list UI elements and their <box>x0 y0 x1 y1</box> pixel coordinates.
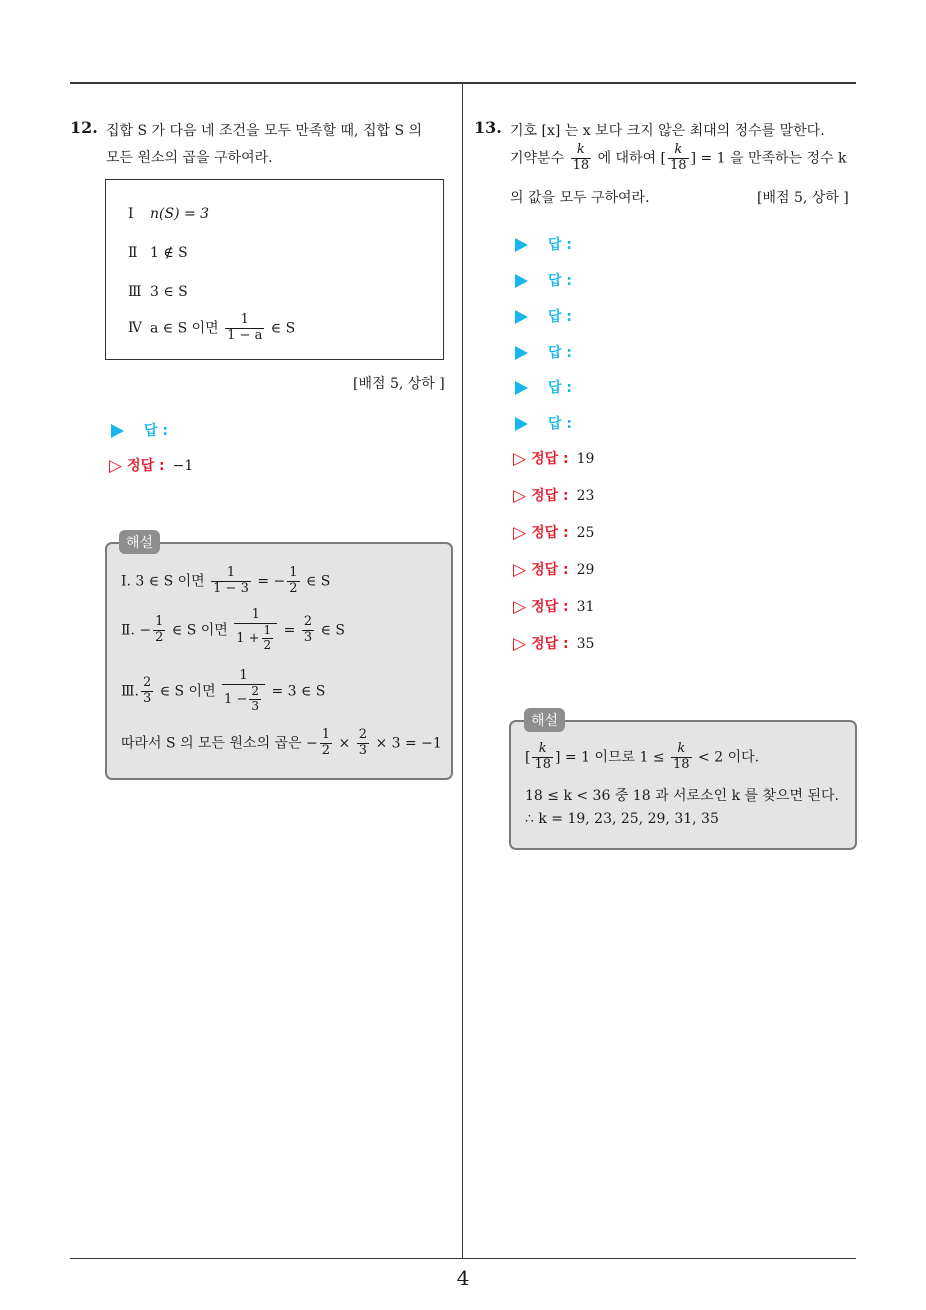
column-divider <box>462 83 463 1259</box>
fraction-numerator: 2 <box>142 674 152 690</box>
answer-label: 답 : <box>548 345 572 361</box>
correct-arrow-icon: ▷ <box>513 449 527 469</box>
expl-text: = 3 ∈ S <box>271 683 326 700</box>
fraction <box>571 143 592 174</box>
fraction-numerator: k <box>576 142 585 157</box>
answer-label: 답 : <box>548 309 572 325</box>
expl-text: = <box>283 622 296 639</box>
correct-value: 19 <box>576 451 595 467</box>
fraction-numerator: 2 <box>251 683 259 698</box>
fraction <box>302 615 314 646</box>
problem-13-answer-row-6 <box>515 413 572 433</box>
explanation-12-line4 <box>121 728 442 759</box>
problem-12-score: [배점 5, 상하 ] <box>353 376 445 392</box>
expl-text: [ <box>525 749 531 766</box>
fraction-denominator: 2 <box>263 637 272 652</box>
fraction-denominator: 18 <box>572 157 590 173</box>
expl-text: ∈ S <box>320 622 345 639</box>
text: ] = 1 을 만족하는 정수 k <box>690 150 847 167</box>
problem-13-correct-row-1 <box>513 448 594 469</box>
correct-arrow-icon: ▷ <box>109 456 123 476</box>
problem-13-answer-row-5 <box>515 377 572 397</box>
fraction-numerator: 1 <box>226 565 236 580</box>
fraction-denominator: 2 <box>321 742 331 758</box>
fraction-denominator: 18 <box>673 756 690 772</box>
fraction-denominator: 1 − a <box>227 327 263 343</box>
problem-12-text-line1: 집합 S 가 다음 네 조건을 모두 만족할 때, 집합 S 의 <box>106 123 423 139</box>
fraction <box>320 728 332 759</box>
expl-text: ∈ S 이면 <box>171 622 228 639</box>
compound-fraction <box>234 608 277 653</box>
fraction-denominator: 1 − 3 <box>213 580 249 596</box>
answer-arrow-icon <box>515 238 528 252</box>
fraction-denominator <box>234 623 277 653</box>
correct-arrow-icon: ▷ <box>513 523 527 543</box>
problem-12-answer-row <box>111 420 168 440</box>
explanation-box-13 <box>509 720 857 850</box>
correct-value: 35 <box>576 636 595 652</box>
fraction-numerator: k <box>674 142 683 157</box>
problem-13-text-line3: 의 값을 모두 구하여라. <box>510 190 650 206</box>
condition-2-numeral: Ⅱ <box>128 245 138 261</box>
fraction-numerator: 1 <box>239 668 248 683</box>
problem-13-number: 13. <box>474 118 502 137</box>
explanation-12-line1 <box>121 566 330 597</box>
problem-12-correct-row <box>109 455 193 476</box>
answer-arrow-icon <box>111 424 124 438</box>
answer-arrow-icon <box>515 381 528 395</box>
compound-fraction <box>222 669 265 714</box>
correct-label: 정답 : <box>531 636 569 652</box>
condition-4-fraction <box>225 313 264 344</box>
explanation-tab-12: 해설 <box>119 530 160 554</box>
condition-3-numeral: Ⅲ <box>128 284 142 300</box>
fraction <box>668 143 689 174</box>
explanation-13-line2: 18 ≤ k < 36 중 18 과 서로소인 k 를 찾으면 된다. <box>525 788 840 804</box>
answer-label: 답 : <box>548 380 572 396</box>
condition-1-numeral: Ⅰ <box>128 206 134 222</box>
fraction <box>141 676 153 707</box>
fraction-numerator: 1 <box>263 622 272 637</box>
problem-13-answer-row-2 <box>515 270 572 290</box>
fraction-numerator: 2 <box>303 613 313 629</box>
expl-text: × <box>338 735 351 752</box>
fraction-denominator: 18 <box>670 157 687 173</box>
fraction-numerator: 1 <box>251 607 260 622</box>
correct-arrow-icon: ▷ <box>513 486 527 506</box>
correct-value: 25 <box>576 525 595 541</box>
explanation-13-line1 <box>525 742 759 773</box>
expl-text: ∈ S <box>305 573 331 590</box>
answer-arrow-icon <box>515 346 528 360</box>
expl-text: × 3 = −1 <box>375 735 442 752</box>
correct-value: 23 <box>576 488 595 504</box>
answer-arrow-icon <box>515 417 528 431</box>
fraction-numerator: 1 <box>240 312 249 327</box>
condition-2-text: 1 ∉ S <box>150 245 188 261</box>
explanation-12-line3 <box>121 669 325 714</box>
problem-13-answer-row-1 <box>515 234 572 254</box>
fraction <box>211 566 251 597</box>
answer-label: 답 : <box>548 416 572 432</box>
explanation-13-line3: ∴ k = 19, 23, 25, 29, 31, 35 <box>525 811 719 827</box>
correct-label: 정답 : <box>531 488 569 504</box>
correct-label: 정답 : <box>531 562 569 578</box>
explanation-tab-13: 해설 <box>524 708 565 732</box>
fraction-denominator: 2 <box>289 580 298 596</box>
expl-text: 1 + <box>236 630 260 646</box>
fraction-denominator: 3 <box>251 698 259 713</box>
correct-value: 29 <box>576 562 595 578</box>
correct-label: 정답 : <box>127 458 165 474</box>
problem-13-correct-row-2 <box>513 485 594 506</box>
answer-label: 답 : <box>144 423 168 439</box>
conditions-box <box>105 179 444 360</box>
text: 기약분수 <box>510 150 565 167</box>
problem-12-number: 12. <box>70 118 98 137</box>
fraction-numerator: 1 <box>321 727 331 742</box>
correct-label: 정답 : <box>531 525 569 541</box>
correct-label: 정답 : <box>531 599 569 615</box>
bottom-rule <box>70 1258 856 1259</box>
correct-arrow-icon: ▷ <box>513 560 527 580</box>
fraction-numerator: 1 <box>155 613 164 629</box>
fraction <box>357 728 369 759</box>
text: 에 대하여 [ <box>597 150 667 167</box>
condition-2 <box>128 245 188 261</box>
problem-13-text-line1: 기호 [x] 는 x 보다 크지 않은 최대의 정수를 말한다. <box>510 123 825 139</box>
problem-13-answer-row-4 <box>515 342 572 362</box>
expl-text: Ⅰ. 3 ∈ S 이면 <box>121 573 205 590</box>
expl-text: = − <box>257 573 286 590</box>
fraction-denominator: 2 <box>155 629 164 645</box>
condition-1 <box>128 206 209 222</box>
answer-label: 답 : <box>548 237 572 253</box>
expl-text: Ⅲ. <box>121 683 139 700</box>
top-rule <box>70 82 856 84</box>
condition-1-text: n(S) = 3 <box>150 206 210 222</box>
condition-4-numeral: Ⅳ <box>128 320 142 337</box>
fraction <box>249 685 261 714</box>
problem-13-correct-row-3 <box>513 522 594 543</box>
fraction <box>153 615 165 646</box>
problem-13-score: [배점 5, 상하 ] <box>757 190 849 206</box>
fraction-numerator: 1 <box>289 565 298 580</box>
problem-13-correct-row-6 <box>513 633 594 654</box>
explanation-12-line2 <box>121 608 345 653</box>
fraction <box>532 742 553 773</box>
condition-4 <box>128 313 295 344</box>
correct-value: 31 <box>576 599 595 615</box>
condition-3 <box>128 284 188 300</box>
problem-13-text-line2 <box>510 143 847 174</box>
answer-label: 답 : <box>548 273 572 289</box>
fraction-numerator: k <box>677 741 686 756</box>
explanation-box-12 <box>105 542 453 780</box>
fraction-numerator: k <box>538 741 547 756</box>
problem-13-answer-row-3 <box>515 306 572 326</box>
expl-text: 1 − <box>224 691 248 707</box>
fraction-numerator: 2 <box>358 727 367 742</box>
condition-4-post: ∈ S <box>270 320 296 337</box>
expl-text: ∈ S 이면 <box>159 683 216 700</box>
fraction <box>262 624 274 653</box>
answer-arrow-icon <box>515 310 528 324</box>
condition-4-pre: a ∈ S 이면 <box>150 320 219 337</box>
problem-13-correct-row-4 <box>513 559 594 580</box>
fraction-denominator: 3 <box>303 629 313 645</box>
condition-3-text: 3 ∈ S <box>150 284 188 300</box>
correct-arrow-icon: ▷ <box>513 597 527 617</box>
correct-arrow-icon: ▷ <box>513 634 527 654</box>
expl-text: < 2 이다. <box>698 749 760 766</box>
fraction-denominator: 3 <box>142 690 152 706</box>
fraction <box>287 566 299 597</box>
answer-arrow-icon <box>515 274 528 288</box>
problem-12-text-line2: 모든 원소의 곱을 구하여라. <box>106 150 273 166</box>
page-number: 4 <box>456 1266 470 1290</box>
fraction <box>671 742 692 773</box>
expl-text: 따라서 S 의 모든 원소의 곱은 − <box>121 735 318 752</box>
fraction-denominator <box>222 684 265 714</box>
correct-value: −1 <box>172 458 194 474</box>
expl-text: ] = 1 이므로 1 ≤ <box>555 749 665 766</box>
expl-text: Ⅱ. − <box>121 622 152 639</box>
fraction-denominator: 3 <box>358 742 367 758</box>
correct-label: 정답 : <box>531 451 569 467</box>
fraction-denominator: 18 <box>534 756 552 772</box>
problem-13-correct-row-5 <box>513 596 594 617</box>
